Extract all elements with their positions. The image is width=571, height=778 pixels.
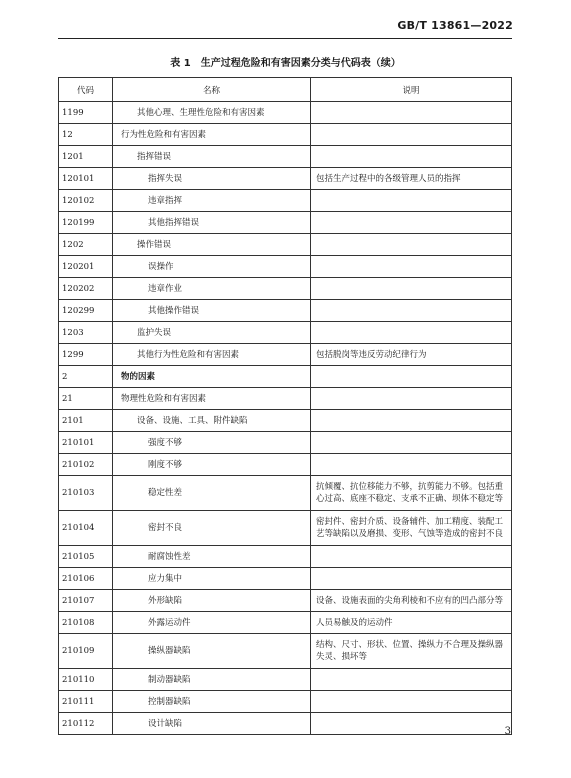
cell-name: 监护失误	[113, 322, 311, 344]
cell-name: 操纵器缺陷	[113, 634, 311, 669]
cell-name: 制动器缺陷	[113, 669, 311, 691]
table-body	[59, 102, 512, 735]
table-row	[59, 476, 512, 511]
cell-name: 操作错误	[113, 234, 311, 256]
cell-name: 稳定性差	[113, 476, 311, 511]
table-header-row	[59, 78, 512, 102]
cell-code: 210108	[59, 612, 113, 634]
cell-name: 物理性危险和有害因素	[113, 388, 311, 410]
cell-code: 21	[59, 388, 113, 410]
table-row	[59, 568, 512, 590]
cell-description: 设备、设施表面的尖角利棱和不应有的凹凸部分等	[311, 590, 512, 612]
cell-name: 强度不够	[113, 432, 311, 454]
cell-name: 误操作	[113, 256, 311, 278]
cell-code: 210107	[59, 590, 113, 612]
cell-code: 210102	[59, 454, 113, 476]
standard-number: GB/T 13861—2022	[397, 19, 513, 32]
cell-description	[311, 212, 512, 234]
cell-description	[311, 300, 512, 322]
cell-code: 120199	[59, 212, 113, 234]
cell-description	[311, 146, 512, 168]
cell-code: 1299	[59, 344, 113, 366]
cell-code: 210105	[59, 546, 113, 568]
classification-table	[58, 77, 512, 735]
table-row	[59, 168, 512, 190]
cell-code: 120201	[59, 256, 113, 278]
cell-description	[311, 256, 512, 278]
table-row	[59, 366, 512, 388]
table-row	[59, 102, 512, 124]
table-row	[59, 388, 512, 410]
cell-description	[311, 234, 512, 256]
table-row	[59, 300, 512, 322]
cell-description	[311, 322, 512, 344]
cell-name: 刚度不够	[113, 454, 311, 476]
cell-description	[311, 410, 512, 432]
cell-description	[311, 102, 512, 124]
cell-description	[311, 124, 512, 146]
cell-name: 违章指挥	[113, 190, 311, 212]
cell-name: 设计缺陷	[113, 713, 311, 735]
table-caption: 表 1 生产过程危险和有害因素分类与代码表（续）	[170, 58, 401, 69]
cell-description	[311, 669, 512, 691]
cell-code: 210110	[59, 669, 113, 691]
cell-name: 其他心理、生理性危险和有害因素	[113, 102, 311, 124]
cell-description	[311, 278, 512, 300]
cell-description	[311, 454, 512, 476]
cell-description: 人员易触及的运动件	[311, 612, 512, 634]
cell-code: 2	[59, 366, 113, 388]
cell-code: 1199	[59, 102, 113, 124]
table-row	[59, 146, 512, 168]
cell-name: 设备、设施、工具、附件缺陷	[113, 410, 311, 432]
cell-description	[311, 432, 512, 454]
table-row	[59, 634, 512, 669]
cell-code: 210101	[59, 432, 113, 454]
cell-code: 120202	[59, 278, 113, 300]
table-row	[59, 669, 512, 691]
cell-name: 行为性危险和有害因素	[113, 124, 311, 146]
cell-code: 120299	[59, 300, 113, 322]
cell-description: 结构、尺寸、形状、位置、操纵力不合理及操纵器失灵、损坏等	[311, 634, 512, 669]
column-header-code: 代码	[59, 78, 113, 102]
cell-description	[311, 190, 512, 212]
column-header-description: 说明	[311, 78, 512, 102]
table-row	[59, 124, 512, 146]
cell-name: 耐腐蚀性差	[113, 546, 311, 568]
cell-code: 210109	[59, 634, 113, 669]
table-row	[59, 190, 512, 212]
cell-description	[311, 568, 512, 590]
cell-name: 其他行为性危险和有害因素	[113, 344, 311, 366]
cell-description: 密封件、密封介质、设备辅件、加工精度、装配工艺等缺陷以及磨损、变形、气蚀等造成的密封不良	[311, 511, 512, 546]
table-row	[59, 256, 512, 278]
cell-code: 210112	[59, 713, 113, 735]
cell-code: 1203	[59, 322, 113, 344]
table-row	[59, 612, 512, 634]
cell-name: 指挥失误	[113, 168, 311, 190]
cell-name: 其他操作错误	[113, 300, 311, 322]
table-row	[59, 212, 512, 234]
cell-description	[311, 691, 512, 713]
cell-name: 密封不良	[113, 511, 311, 546]
table-row	[59, 432, 512, 454]
cell-code: 1201	[59, 146, 113, 168]
cell-name: 外形缺陷	[113, 590, 311, 612]
cell-name: 物的因素	[113, 366, 311, 388]
cell-name: 指挥错误	[113, 146, 311, 168]
table-row	[59, 546, 512, 568]
header-rule	[58, 38, 512, 39]
table-row	[59, 410, 512, 432]
cell-name: 违章作业	[113, 278, 311, 300]
table-row	[59, 344, 512, 366]
cell-name: 其他指挥错误	[113, 212, 311, 234]
column-header-name: 名称	[113, 78, 311, 102]
cell-description	[311, 388, 512, 410]
table-row	[59, 278, 512, 300]
cell-description	[311, 546, 512, 568]
table-row	[59, 454, 512, 476]
table-row	[59, 590, 512, 612]
table-row	[59, 691, 512, 713]
cell-code: 210106	[59, 568, 113, 590]
cell-description: 包括脱岗等违反劳动纪律行为	[311, 344, 512, 366]
cell-code: 2101	[59, 410, 113, 432]
table-row	[59, 234, 512, 256]
table-row	[59, 322, 512, 344]
cell-code: 120101	[59, 168, 113, 190]
cell-code: 210103	[59, 476, 113, 511]
cell-description	[311, 713, 512, 735]
cell-code: 12	[59, 124, 113, 146]
page-number: 3	[504, 726, 511, 737]
cell-name: 应力集中	[113, 568, 311, 590]
cell-description	[311, 366, 512, 388]
cell-description: 包括生产过程中的各级管理人员的指挥	[311, 168, 512, 190]
cell-code: 210104	[59, 511, 113, 546]
cell-code: 120102	[59, 190, 113, 212]
table-row	[59, 511, 512, 546]
cell-description: 抗倾覆、抗位移能力不够，抗剪能力不够。包括重心过高、底座不稳定、支承不正确、坝体不稳定等	[311, 476, 512, 511]
cell-name: 控制器缺陷	[113, 691, 311, 713]
cell-code: 210111	[59, 691, 113, 713]
cell-name: 外露运动件	[113, 612, 311, 634]
cell-code: 1202	[59, 234, 113, 256]
table-row	[59, 713, 512, 735]
